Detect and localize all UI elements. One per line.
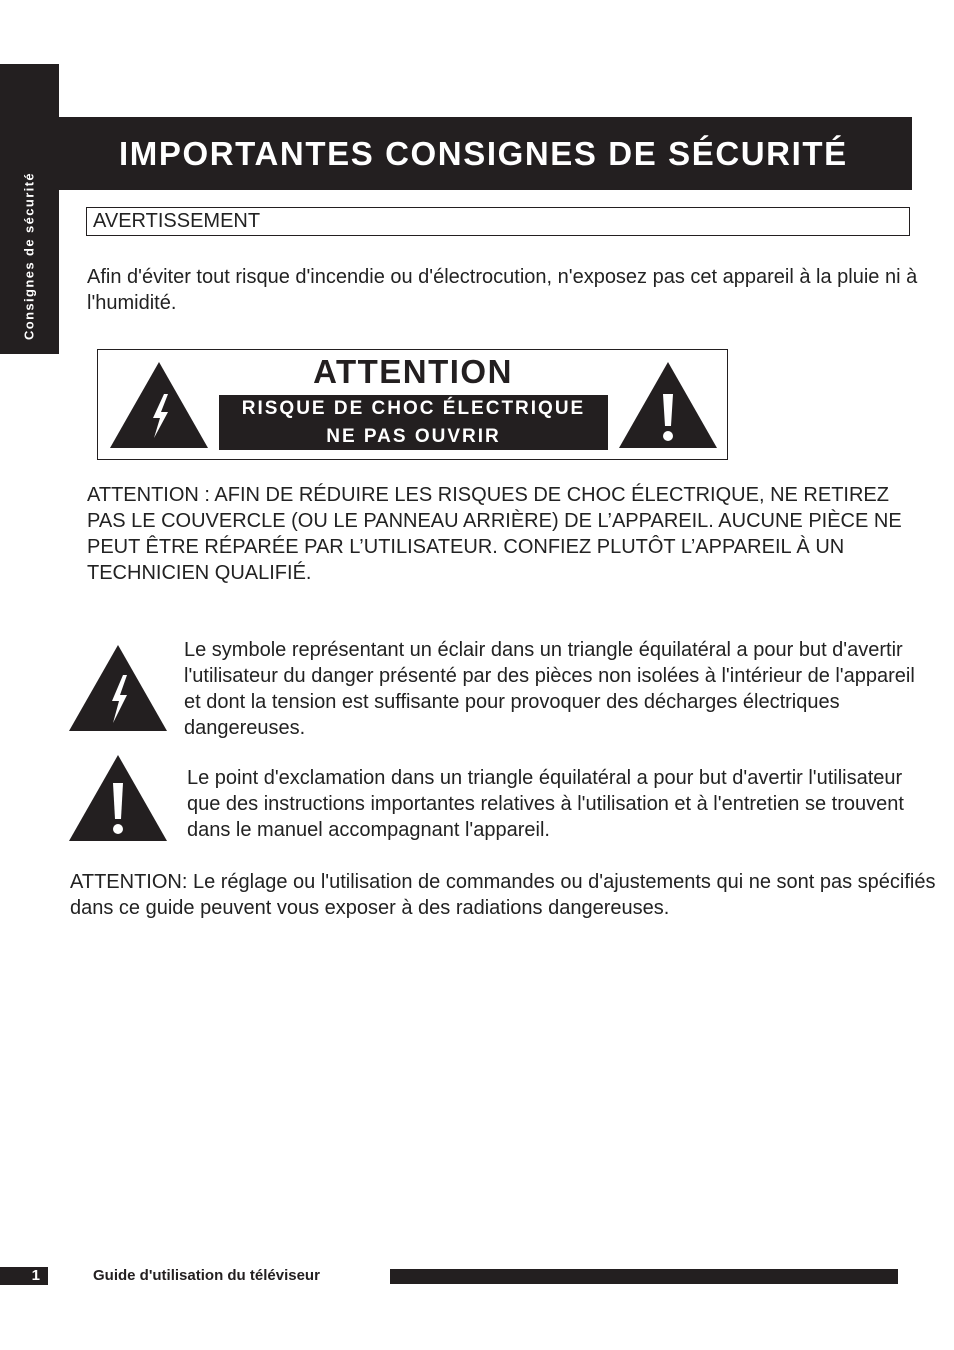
lightning-symbol-explanation: Le symbole représentant un éclair dans un triangle équilatéral a pour but d'avertir l'utilisateur du danger présenté par des pièces non isolées à l'intérieur de l'appareil et dont la tension est suffisante pour provoquer des décharges électriques dangereuses.	[184, 639, 915, 739]
intro-paragraph: Afin d'éviter tout risque d'incendie ou d'électrocution, n'exposez pas cet appareil à la pluie ni à l'humidité.	[87, 266, 918, 314]
lightning-symbol-icon	[67, 643, 169, 733]
do-not-open-text: NE PAS OUVRIR	[326, 426, 501, 447]
attention-label-panel	[97, 349, 728, 460]
page-title: IMPORTANTES CONSIGNES DE SÉCURITÉ	[119, 134, 848, 172]
lightning-warning-icon	[108, 360, 210, 450]
exclamation-warning-icon	[617, 360, 719, 450]
footer-bar	[390, 1269, 898, 1284]
attention-heading: ATTENTION	[313, 353, 513, 390]
radiation-warning-paragraph: ATTENTION: Le réglage ou l'utilisation de commandes ou d'ajustements qui ne sont pas spécifiés dans ce guide peuvent vous exposer à des radiations dangereuses.	[70, 871, 936, 919]
shock-risk-text: RISQUE DE CHOC ÉLECTRIQUE	[241, 398, 586, 419]
attention-band	[219, 395, 608, 450]
caution-paragraph: ATTENTION : AFIN DE RÉDUIRE LES RISQUES DE CHOC ÉLECTRIQUE, NE RETIREZ PAS LE COUVERCLE (OU LE PANNEAU ARRIÈRE) DE L’APPAREIL. AUCUNE PIÈCE NE PEUT ÊTRE RÉPARÉE PAR L’UTILISATEUR. CONFIEZ PLUTÔT L’APPAREIL À UN TECHNICIEN QUALIFIÉ.	[87, 484, 902, 584]
page-number: 1	[0, 1267, 48, 1285]
footer-guide-title: Guide d'utilisation du téléviseur	[93, 1267, 320, 1284]
side-section-label: Consignes de sécurité	[21, 171, 37, 341]
warning-box: AVERTISSEMENT	[86, 207, 910, 236]
exclamation-symbol-explanation: Le point d'exclamation dans un triangle équilatéral a pour but d'avertir l'utilisateur que des instructions importantes relatives à l'utilisation et à l'entretien se trouvent dans le manuel accompagnant l'appareil.	[187, 767, 904, 841]
page-title-bar	[59, 117, 912, 190]
side-section-tab	[0, 64, 59, 354]
exclamation-symbol-icon	[67, 753, 169, 843]
